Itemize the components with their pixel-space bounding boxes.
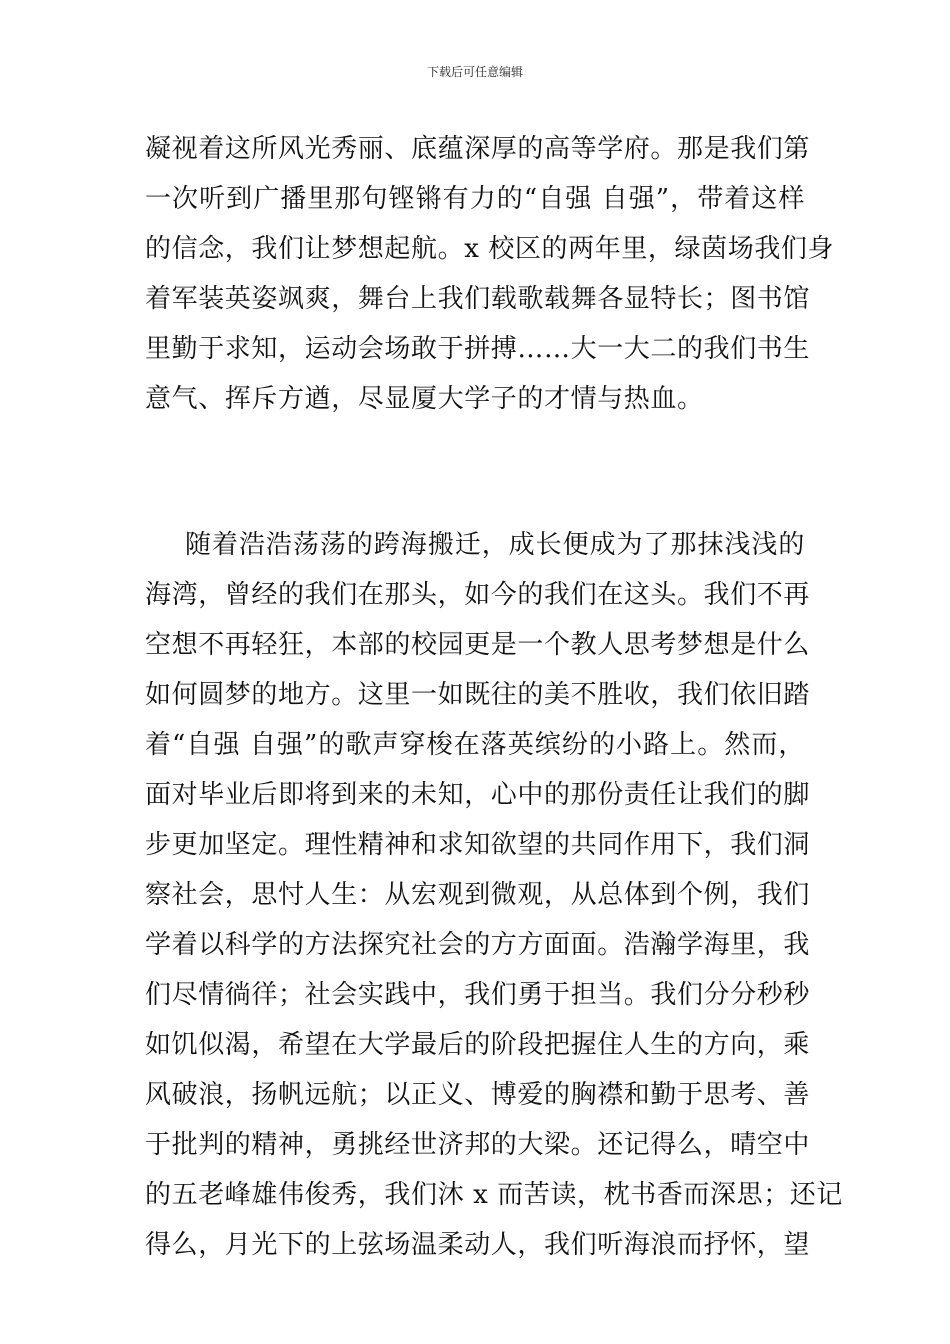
text-line: 如何圆梦的地方。这里一如既往的美不胜收，我们依旧踏 bbox=[145, 680, 811, 710]
text-line: 凝视着这所风光秀丽、底蕴深厚的高等学府。那是我们第 bbox=[145, 134, 811, 164]
text-line: 面对毕业后即将到来的未知，心中的那份责任让我们的脚 bbox=[145, 780, 811, 810]
text-line: 步更加坚定。理性精神和求知欲望的共同作用下，我们洞 bbox=[145, 830, 811, 860]
paragraph-2 bbox=[145, 520, 843, 1270]
text-line: 海湾，曾经的我们在那头，如今的我们在这头。我们不再 bbox=[145, 580, 811, 610]
document-body bbox=[145, 124, 843, 1270]
text-line: 风破浪，扬帆远航；以正义、博爱的胸襟和勤于思考、善 bbox=[145, 1080, 811, 1110]
paragraph-spacer bbox=[145, 424, 805, 520]
text-line: 察社会，思忖人生：从宏观到微观，从总体到个例，我们 bbox=[145, 880, 811, 910]
text-line: 学着以科学的方法探究社会的方方面面。浩瀚学海里，我 bbox=[145, 930, 811, 960]
text-line: 的信念，我们让梦想起航。x 校区的两年里，绿茵场我们身 bbox=[145, 234, 835, 264]
text-line: 意气、挥斥方遒，尽显厦大学子的才情与热血。 bbox=[145, 384, 704, 414]
text-line: 随着浩浩荡荡的跨海搬迁，成长便成为了那抹浅浅的 bbox=[185, 530, 805, 560]
text-line: 里勤于求知，运动会场敢于拼搏……大一大二的我们书生 bbox=[145, 334, 811, 364]
text-line: 得么，月光下的上弦场温柔动人，我们听海浪而抒怀，望 bbox=[145, 1230, 811, 1260]
text-line: 空想不再轻狂，本部的校园更是一个教人思考梦想是什么 bbox=[145, 630, 811, 660]
text-line: 如饥似渴，希望在大学最后的阶段把握住人生的方向，乘 bbox=[145, 1030, 811, 1060]
text-line: 着“自强 自强”的歌声穿梭在落英缤纷的小路上。然而， bbox=[145, 730, 805, 760]
text-line: 一次听到广播里那句铿锵有力的“自强 自强”，带着这样 bbox=[145, 184, 805, 214]
text-line: 于批判的精神，勇挑经世济邦的大梁。还记得么，晴空中 bbox=[145, 1130, 811, 1160]
paragraph-1 bbox=[145, 124, 835, 424]
text-line: 的五老峰雄伟俊秀，我们沐 x 而苦读，枕书香而深思；还记 bbox=[145, 1180, 843, 1210]
text-line: 着军装英姿飒爽，舞台上我们载歌载舞各显特长；图书馆 bbox=[145, 284, 811, 314]
text-line: 们尽情徜徉；社会实践中，我们勇于担当。我们分分秒秒 bbox=[145, 980, 811, 1010]
page-header: 下载后可任意编辑 bbox=[426, 65, 523, 79]
